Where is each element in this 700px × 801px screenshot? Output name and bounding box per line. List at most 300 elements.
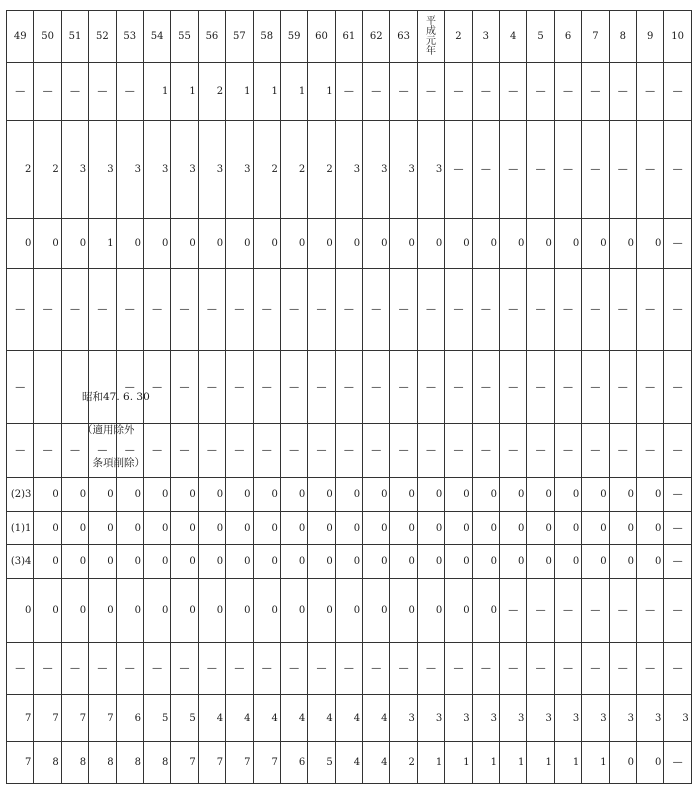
table-cell: — [390, 424, 417, 478]
table-cell: 0 [472, 512, 499, 545]
table-cell: — [198, 351, 225, 424]
table-cell: — [500, 121, 527, 219]
table-cell: 1 [527, 742, 554, 784]
table-cell: 0 [34, 478, 61, 512]
table-cell: — [280, 643, 307, 695]
table-cell: — [582, 351, 609, 424]
table-cell: 2 [7, 121, 34, 219]
table-cell: 0 [335, 579, 362, 643]
table-cell: — [636, 63, 663, 121]
table-cell: 0 [390, 579, 417, 643]
table-cell: 0 [335, 219, 362, 269]
table-cell: — [280, 351, 307, 424]
table-cell: 0 [500, 545, 527, 579]
table-cell: 0 [472, 579, 499, 643]
table-cell: — [636, 121, 663, 219]
table-cell: — [609, 121, 636, 219]
table-cell: — [116, 351, 143, 424]
table-cell: 0 [226, 512, 253, 545]
table-cell: — [171, 351, 198, 424]
table-cell: — [582, 63, 609, 121]
note-line: 昭和47. 6. 30 [82, 391, 150, 403]
table-cell: 8 [143, 742, 170, 784]
table-cell: 0 [335, 512, 362, 545]
table-row [7, 695, 692, 742]
table-cell: 0 [335, 478, 362, 512]
table-cell: 0 [89, 545, 116, 579]
table-cell: 0 [445, 545, 472, 579]
table-cell: 0 [171, 579, 198, 643]
table-cell: 0 [554, 512, 581, 545]
table-cell: — [89, 269, 116, 351]
table-cell: 0 [636, 219, 663, 269]
table-cell: 8 [116, 742, 143, 784]
table-cell: — [198, 424, 225, 478]
table-cell [61, 351, 88, 424]
table-cell: 3 [527, 695, 554, 742]
table-cell: 0 [308, 512, 335, 545]
table-cell: — [61, 424, 88, 478]
table-cell: 0 [253, 579, 280, 643]
table-cell: 0 [308, 219, 335, 269]
table-row [7, 219, 692, 269]
table-cell: 5 [171, 695, 198, 742]
table-cell: — [89, 424, 116, 478]
table-cell: 7 [89, 695, 116, 742]
year-header-cell: 52 [89, 11, 116, 63]
table-cell: 0 [280, 219, 307, 269]
table-cell: — [34, 63, 61, 121]
table-cell: 0 [308, 545, 335, 579]
table-row [7, 121, 692, 219]
year-header-cell: 54 [143, 11, 170, 63]
table-cell: — [143, 424, 170, 478]
table-cell: 0 [34, 512, 61, 545]
table-cell [89, 351, 116, 424]
table-row [7, 512, 692, 545]
table-cell: 0 [609, 478, 636, 512]
table-cell: — [527, 121, 554, 219]
table-cell: 0 [554, 219, 581, 269]
table-cell: 0 [116, 512, 143, 545]
table-cell: 0 [527, 512, 554, 545]
table-cell: — [527, 63, 554, 121]
statistics-table-sheet [6, 10, 692, 784]
table-cell: 8 [34, 742, 61, 784]
table-cell: 0 [143, 545, 170, 579]
table-cell: — [417, 351, 444, 424]
table-cell: — [417, 643, 444, 695]
table-cell: — [554, 424, 581, 478]
table-cell: — [582, 269, 609, 351]
table-row [7, 351, 692, 424]
table-row [7, 424, 692, 478]
table-cell: 0 [527, 545, 554, 579]
table-cell: — [89, 643, 116, 695]
table-cell: 0 [472, 219, 499, 269]
table-cell: 2 [390, 742, 417, 784]
table-cell: 7 [253, 742, 280, 784]
table-cell: 2 [308, 121, 335, 219]
table-cell: — [664, 219, 691, 269]
table-cell: 4 [335, 742, 362, 784]
table-cell: — [390, 351, 417, 424]
table-cell: 2 [34, 121, 61, 219]
year-header-cell: 10 [664, 11, 691, 63]
table-cell: — [664, 121, 691, 219]
table-cell: 0 [116, 545, 143, 579]
table-cell: 0 [143, 219, 170, 269]
table-cell: 0 [89, 579, 116, 643]
table-cell: 0 [143, 579, 170, 643]
table-cell: 4 [363, 742, 390, 784]
table-cell: 0 [527, 478, 554, 512]
table-cell: — [253, 269, 280, 351]
table-cell: 0 [280, 545, 307, 579]
table-cell: — [609, 269, 636, 351]
table-cell: — [7, 269, 34, 351]
year-header-cell: 60 [308, 11, 335, 63]
table-cell: — [472, 424, 499, 478]
table-cell: 4 [308, 695, 335, 742]
table-cell: — [500, 643, 527, 695]
table-cell: 8 [89, 742, 116, 784]
table-row [7, 269, 692, 351]
table-cell: — [116, 269, 143, 351]
table-row [7, 478, 692, 512]
table-cell: 0 [472, 478, 499, 512]
table-cell: 0 [198, 219, 225, 269]
table-cell: 1 [89, 219, 116, 269]
table-cell: 1 [280, 63, 307, 121]
table-cell: — [636, 269, 663, 351]
table-cell: 3 [609, 695, 636, 742]
year-header-cell: 59 [280, 11, 307, 63]
table-cell: 0 [143, 478, 170, 512]
table-cell: 3 [582, 695, 609, 742]
table-cell: — [253, 351, 280, 424]
table-cell: 0 [445, 512, 472, 545]
table-cell: 0 [417, 478, 444, 512]
table-cell: — [363, 643, 390, 695]
table-cell: — [61, 643, 88, 695]
table-cell: 0 [61, 478, 88, 512]
table-cell: — [7, 63, 34, 121]
table-cell: 0 [390, 478, 417, 512]
table-cell: 3 [61, 121, 88, 219]
table-cell: 0 [116, 219, 143, 269]
table-cell: 0 [198, 478, 225, 512]
year-header-cell: 平 成 元 年 [417, 11, 444, 63]
table-cell: 0 [253, 478, 280, 512]
table-row [7, 579, 692, 643]
table-cell: 3 [417, 121, 444, 219]
table-cell: — [226, 643, 253, 695]
table-cell: 0 [609, 742, 636, 784]
table-cell: 0 [280, 579, 307, 643]
table-cell: 4 [363, 695, 390, 742]
year-header-cell: 5 [527, 11, 554, 63]
table-cell: — [445, 424, 472, 478]
table-cell: — [609, 63, 636, 121]
year-header-cell: 8 [609, 11, 636, 63]
table-cell: 0 [226, 545, 253, 579]
table-cell: 0 [226, 579, 253, 643]
table-cell: — [253, 643, 280, 695]
table-cell: 0 [253, 512, 280, 545]
table-cell: 1 [554, 742, 581, 784]
table-cell: — [472, 63, 499, 121]
table-cell: 0 [500, 219, 527, 269]
table-cell: 6 [116, 695, 143, 742]
table-cell: — [34, 643, 61, 695]
table-cell: — [664, 579, 691, 643]
table-row [7, 643, 692, 695]
table-cell: 5 [143, 695, 170, 742]
table-cell: — [664, 351, 691, 424]
table-cell: — [61, 63, 88, 121]
table-cell: — [417, 269, 444, 351]
table-cell: — [61, 269, 88, 351]
table-cell: 3 [226, 121, 253, 219]
table-cell: 0 [636, 545, 663, 579]
table-cell: — [253, 424, 280, 478]
table-cell: — [472, 269, 499, 351]
table-cell: — [554, 269, 581, 351]
year-header-cell: 58 [253, 11, 280, 63]
table-cell: — [636, 579, 663, 643]
table-cell: — [7, 424, 34, 478]
table-cell: — [445, 643, 472, 695]
table-cell: — [335, 351, 362, 424]
table-cell: 5 [308, 742, 335, 784]
table-cell: 4 [335, 695, 362, 742]
table-cell: 2 [280, 121, 307, 219]
table-cell: — [664, 63, 691, 121]
table-cell: — [363, 269, 390, 351]
table-cell: 0 [582, 545, 609, 579]
table-row [7, 545, 692, 579]
table-cell: 1 [500, 742, 527, 784]
table-cell: 0 [280, 512, 307, 545]
table-cell: 0 [335, 545, 362, 579]
table-cell: 0 [390, 512, 417, 545]
table-cell: 4 [198, 695, 225, 742]
table-cell: 3 [198, 121, 225, 219]
table-cell: 7 [226, 742, 253, 784]
table-cell: 0 [61, 579, 88, 643]
table-cell: — [527, 269, 554, 351]
table-cell: — [527, 643, 554, 695]
table-cell: 0 [89, 512, 116, 545]
table-cell: — [500, 579, 527, 643]
table-cell: 0 [609, 219, 636, 269]
table-cell: 3 [89, 121, 116, 219]
table-cell: 1 [308, 63, 335, 121]
table-cell: — [116, 643, 143, 695]
year-header-cell: 63 [390, 11, 417, 63]
table-cell: 0 [363, 478, 390, 512]
table-cell: 0 [143, 512, 170, 545]
table-cell: — [390, 643, 417, 695]
table-cell: — [143, 351, 170, 424]
table-cell: — [472, 121, 499, 219]
table-cell: 0 [34, 545, 61, 579]
table-cell: — [582, 643, 609, 695]
table-cell: 1 [143, 63, 170, 121]
table-cell: 4 [253, 695, 280, 742]
table-cell: — [226, 269, 253, 351]
year-header-cell: 55 [171, 11, 198, 63]
table-cell: 0 [171, 545, 198, 579]
table-cell: 0 [554, 478, 581, 512]
table-cell: 3 [171, 121, 198, 219]
table-cell: — [417, 424, 444, 478]
table-row [7, 742, 692, 784]
table-cell: — [116, 424, 143, 478]
year-header-cell: 9 [636, 11, 663, 63]
table-cell: — [472, 351, 499, 424]
table-cell: — [664, 478, 691, 512]
table-cell: 2 [253, 121, 280, 219]
table-row [7, 63, 692, 121]
table-cell: 0 [417, 219, 444, 269]
table-cell: 0 [226, 219, 253, 269]
table-cell: 0 [308, 579, 335, 643]
table-cell: — [445, 269, 472, 351]
table-cell: — [226, 424, 253, 478]
year-header-cell: 51 [61, 11, 88, 63]
table-cell: 7 [7, 742, 34, 784]
table-cell: 0 [61, 545, 88, 579]
table-cell: — [335, 269, 362, 351]
table-cell: 3 [335, 121, 362, 219]
table-cell: 3 [664, 695, 691, 742]
table-cell: — [171, 424, 198, 478]
table-cell: — [664, 269, 691, 351]
table-cell: 0 [609, 545, 636, 579]
table-cell: — [582, 579, 609, 643]
table-cell: 0 [500, 478, 527, 512]
table-cell: 0 [253, 545, 280, 579]
table-cell: 7 [61, 695, 88, 742]
table-cell: — [308, 643, 335, 695]
table-cell: 1 [472, 742, 499, 784]
table-cell: — [143, 269, 170, 351]
table-cell: 0 [527, 219, 554, 269]
table-cell [34, 351, 61, 424]
table-cell: — [308, 269, 335, 351]
table-cell: — [7, 351, 34, 424]
table-cell: — [143, 643, 170, 695]
table-cell: — [363, 351, 390, 424]
table-cell: 1 [445, 742, 472, 784]
table-cell: — [198, 643, 225, 695]
table-cell: (3)4 [7, 545, 34, 579]
table-cell: 0 [34, 579, 61, 643]
table-cell: — [554, 643, 581, 695]
year-header-cell: 49 [7, 11, 34, 63]
table-cell: — [609, 579, 636, 643]
table-cell: 0 [636, 512, 663, 545]
table-cell: 0 [390, 545, 417, 579]
table-cell: — [390, 63, 417, 121]
table-cell: 0 [417, 545, 444, 579]
table-cell: — [609, 424, 636, 478]
year-header-cell: 6 [554, 11, 581, 63]
table-cell: — [527, 424, 554, 478]
header-row [7, 11, 692, 63]
table-cell: 0 [34, 219, 61, 269]
table-cell: 0 [171, 219, 198, 269]
year-header-cell: 56 [198, 11, 225, 63]
table-cell: — [363, 63, 390, 121]
table-cell: 1 [226, 63, 253, 121]
table-cell: 1 [253, 63, 280, 121]
table-cell: 0 [472, 545, 499, 579]
table-cell: 3 [417, 695, 444, 742]
table-cell: 0 [445, 219, 472, 269]
table-cell: 0 [417, 512, 444, 545]
table-cell: 0 [417, 579, 444, 643]
table-cell: 3 [363, 121, 390, 219]
table-cell: — [335, 424, 362, 478]
table-cell: (2)3 [7, 478, 34, 512]
table-cell: 0 [609, 512, 636, 545]
table-cell: 0 [363, 545, 390, 579]
year-header-cell: 57 [226, 11, 253, 63]
table-cell: 3 [143, 121, 170, 219]
table-cell: 3 [500, 695, 527, 742]
table-cell: — [500, 351, 527, 424]
table-cell: 0 [198, 545, 225, 579]
table-cell: 1 [171, 63, 198, 121]
table-cell: 0 [363, 512, 390, 545]
table-cell: 1 [582, 742, 609, 784]
year-header-cell: 4 [500, 11, 527, 63]
table-cell: 6 [280, 742, 307, 784]
table-cell: 0 [554, 545, 581, 579]
table-cell: 3 [554, 695, 581, 742]
table-cell: — [664, 742, 691, 784]
table-cell: 0 [582, 512, 609, 545]
table-cell: — [664, 512, 691, 545]
table-cell: 0 [363, 219, 390, 269]
table-cell: 0 [61, 219, 88, 269]
table-cell: 0 [7, 579, 34, 643]
table-cell: — [582, 424, 609, 478]
year-header-cell: 3 [472, 11, 499, 63]
table-cell: — [34, 424, 61, 478]
table-cell: — [554, 121, 581, 219]
table-cell: — [636, 424, 663, 478]
table-cell: 7 [34, 695, 61, 742]
table-cell: 0 [198, 579, 225, 643]
table-cell: — [445, 351, 472, 424]
table-cell: — [335, 643, 362, 695]
table-cell: 0 [253, 219, 280, 269]
table-cell: 0 [445, 478, 472, 512]
table-cell: 0 [89, 478, 116, 512]
table-cell: 0 [582, 219, 609, 269]
table-cell: 0 [226, 478, 253, 512]
table-cell: (1)1 [7, 512, 34, 545]
table-cell: — [7, 643, 34, 695]
table-cell: — [171, 643, 198, 695]
note-line: （適用除外 [82, 424, 135, 436]
table-cell: 3 [472, 695, 499, 742]
table-cell: — [280, 424, 307, 478]
